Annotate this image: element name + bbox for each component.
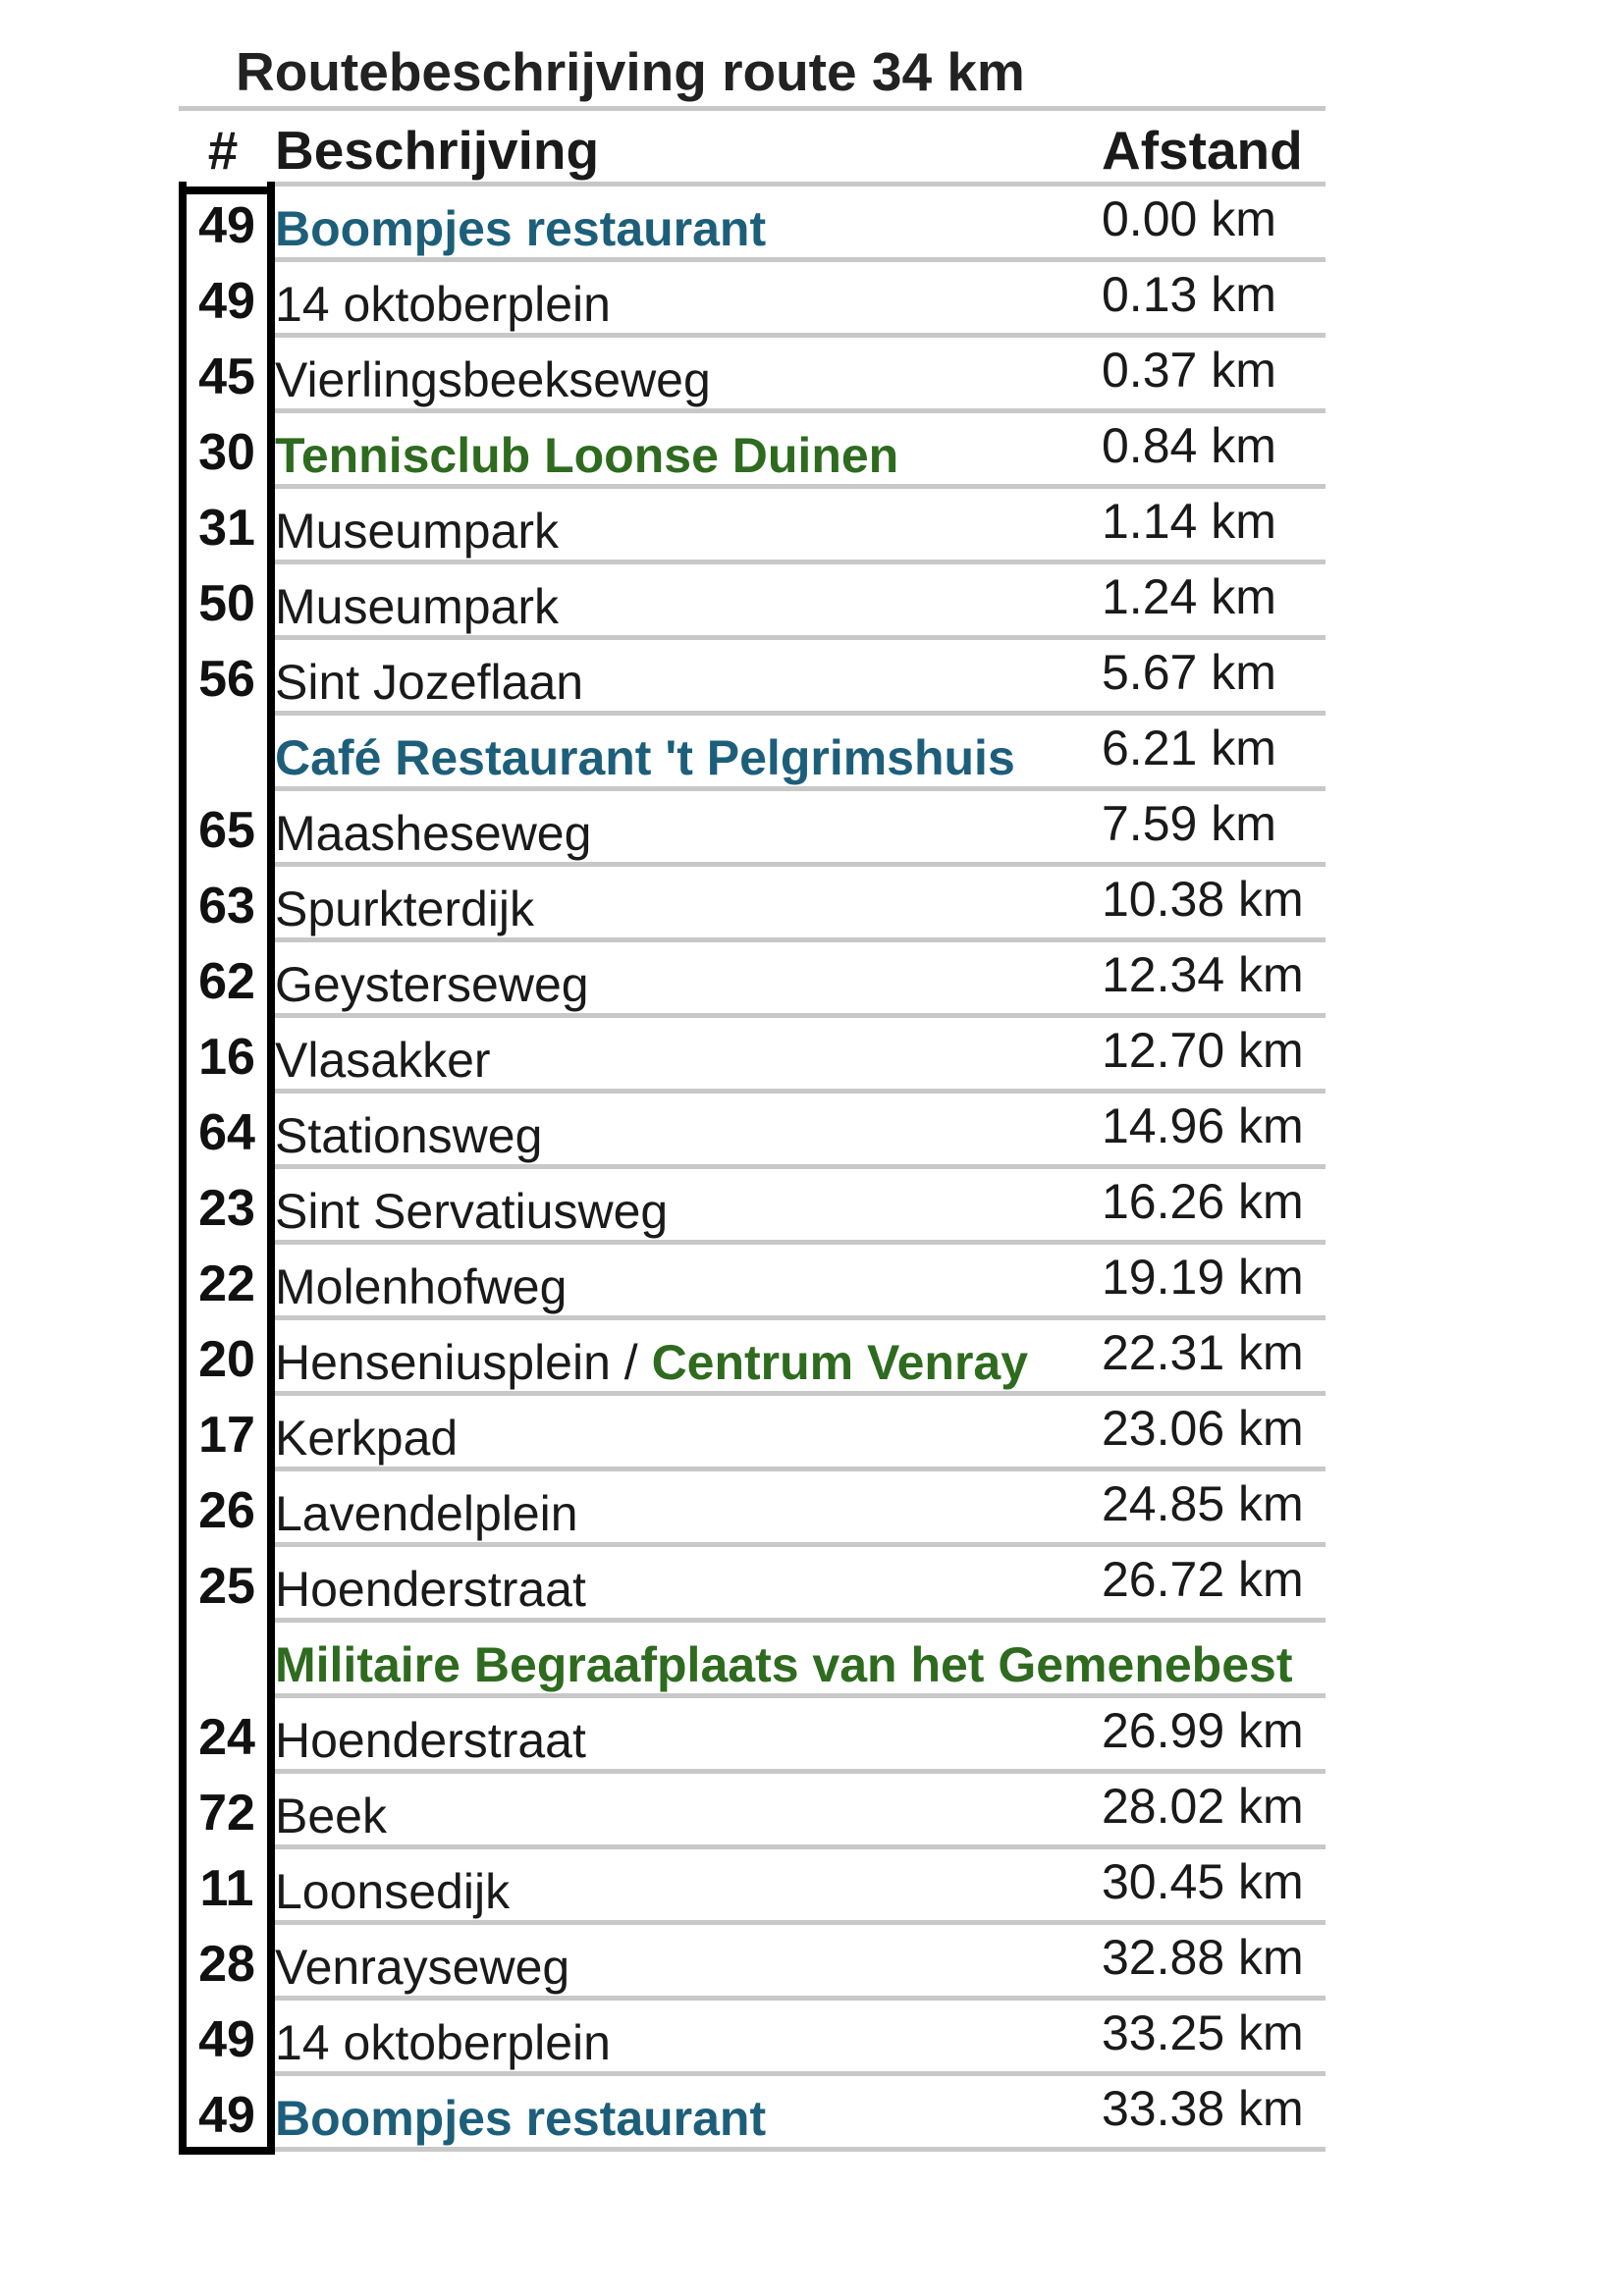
table-row (179, 791, 1326, 867)
number-column-top-border (179, 187, 275, 194)
route-description (275, 1095, 542, 1176)
distance-value: 26.72 km (1102, 1552, 1304, 1607)
header-distance: Afstand (1102, 120, 1303, 181)
distance-value: 12.70 km (1102, 1023, 1304, 1078)
route-description (275, 1398, 458, 1478)
route-description (275, 491, 559, 571)
street-name: Hoenderstraat (275, 1562, 586, 1617)
waypoint-number-box (179, 862, 275, 942)
distance-value: 22.31 km (1102, 1325, 1304, 1380)
waypoint-number: 49 (198, 2087, 255, 2144)
waypoint-number: 28 (198, 1936, 255, 1993)
distance-value: 7.59 km (1102, 796, 1276, 851)
route-description (275, 566, 559, 647)
point-of-interest: Boompjes restaurant (275, 201, 767, 256)
distance-value: 0.13 km (1102, 267, 1276, 322)
header-description: Beschrijving (275, 120, 600, 181)
waypoint-number: 45 (198, 348, 255, 405)
table-row (179, 1774, 1326, 1849)
waypoint-number: 30 (198, 424, 255, 481)
waypoint-number-box (179, 1391, 275, 1471)
table-body (179, 187, 1326, 2152)
waypoint-number: 49 (198, 273, 255, 330)
distance-value: 6.21 km (1102, 721, 1276, 775)
waypoint-number-box (179, 937, 275, 1018)
waypoint-number: 26 (198, 1482, 255, 1539)
distance-value: 14.96 km (1102, 1098, 1304, 1153)
waypoint-number-box (179, 1013, 275, 1094)
point-of-interest: Boompjes restaurant (275, 2091, 767, 2146)
route-description (275, 1247, 567, 1327)
waypoint-number: 24 (198, 1709, 255, 1766)
street-name: Museumpark (275, 579, 559, 634)
waypoint-number: 49 (198, 2011, 255, 2068)
waypoint-number-box (179, 560, 275, 640)
route-description (275, 1171, 668, 1252)
street-name: Henseniusplein / (275, 1335, 652, 1390)
waypoint-number-box (179, 635, 275, 716)
street-name: Loonsedijk (275, 1864, 511, 1919)
distance-value: 26.99 km (1102, 1703, 1304, 1758)
waypoint-number-box (179, 333, 275, 413)
street-name: Venrayseweg (275, 1940, 570, 1995)
table-row (179, 2001, 1326, 2076)
route-description (275, 1851, 510, 1932)
waypoint-number: 17 (198, 1407, 255, 1464)
waypoint-number: 16 (198, 1029, 255, 1086)
waypoint-number: 64 (198, 1104, 255, 1161)
route-description (275, 264, 611, 345)
point-of-interest: Militaire Begraafplaats van het Gemenebest (275, 1637, 1293, 1692)
distance-value: 0.84 km (1102, 418, 1276, 473)
waypoint-number: 49 (198, 197, 255, 254)
table-row (179, 2076, 1326, 2152)
point-of-interest: Café Restaurant 't Pelgrimshuis (275, 730, 1015, 785)
waypoint-number-box (179, 1089, 275, 1169)
street-name: Geysterseweg (275, 957, 589, 1012)
waypoint-number-box (179, 1769, 275, 1849)
street-name: Sint Jozeflaan (275, 655, 584, 710)
table-row (179, 1245, 1326, 1320)
waypoint-number-box (179, 1164, 275, 1245)
route-description (275, 188, 766, 269)
street-name: Vlasakker (275, 1033, 491, 1088)
waypoint-number-box (179, 2071, 275, 2152)
street-name: Maasheseweg (275, 806, 592, 861)
table-row (179, 1849, 1326, 1925)
point-of-interest: Tennisclub Loonse Duinen (275, 428, 899, 483)
route-description (275, 1700, 586, 1781)
route-description (275, 1473, 578, 1554)
street-name: Molenhofweg (275, 1259, 568, 1314)
table-row (179, 867, 1326, 942)
waypoint-number: 23 (198, 1180, 255, 1237)
street-name: Lavendelplein (275, 1486, 578, 1541)
table-row (179, 1094, 1326, 1169)
waypoint-number: 25 (198, 1558, 255, 1615)
waypoint-number: 31 (198, 500, 255, 557)
distance-value: 1.24 km (1102, 569, 1276, 624)
waypoint-number: 56 (198, 651, 255, 708)
table-row (179, 942, 1326, 1018)
waypoint-number: 63 (198, 878, 255, 934)
route-description (275, 793, 591, 874)
route-description (275, 869, 534, 949)
waypoint-number-box (179, 408, 275, 489)
table-row (179, 338, 1326, 413)
waypoint-number-box (179, 1618, 275, 1698)
street-name: Stationsweg (275, 1108, 543, 1163)
distance-value: 33.38 km (1102, 2081, 1304, 2136)
table-row (179, 1547, 1326, 1623)
distance-value: 32.88 km (1102, 1930, 1304, 1985)
waypoint-number: 62 (198, 953, 255, 1010)
table-row (179, 1698, 1326, 1774)
waypoint-number-box (179, 1996, 275, 2076)
waypoint-number: 72 (198, 1785, 255, 1842)
table-row (179, 187, 1326, 262)
street-name: Sint Servatiusweg (275, 1184, 669, 1239)
table-row (179, 640, 1326, 716)
table-row (179, 1169, 1326, 1245)
route-description (275, 1625, 1292, 1705)
distance-value: 19.19 km (1102, 1250, 1304, 1305)
distance-value: 5.67 km (1102, 645, 1276, 700)
route-description (275, 1776, 387, 1856)
waypoint-number-box (179, 786, 275, 867)
route-description (275, 1549, 586, 1629)
waypoint-number-box (179, 257, 275, 338)
waypoint-number-box (179, 711, 275, 791)
distance-value: 23.06 km (1102, 1401, 1304, 1456)
route-description (275, 415, 898, 496)
street-name: Hoenderstraat (275, 1713, 586, 1768)
table-row (179, 716, 1326, 791)
table-row (179, 1396, 1326, 1471)
route-description (275, 340, 711, 420)
waypoint-number-box (179, 1240, 275, 1320)
distance-value: 1.14 km (1102, 494, 1276, 549)
point-of-interest: Centrum Venray (651, 1335, 1029, 1390)
street-name: Spurkterdijk (275, 881, 534, 936)
table-header (179, 111, 1326, 187)
waypoint-number-box (179, 1693, 275, 1774)
distance-value: 30.45 km (1102, 1854, 1304, 1909)
table-row (179, 489, 1326, 564)
street-name: Museumpark (275, 504, 559, 559)
table-row (179, 564, 1326, 640)
number-column-bottom-border (179, 2147, 275, 2155)
route-description (275, 1322, 1028, 1403)
route-description (275, 642, 583, 722)
route-description (275, 2002, 611, 2083)
route-table (179, 106, 1326, 2152)
waypoint-number: 50 (198, 575, 255, 632)
distance-value: 16.26 km (1102, 1174, 1304, 1229)
distance-value: 10.38 km (1102, 872, 1304, 927)
waypoint-number: 11 (199, 1860, 254, 1917)
table-row (179, 1623, 1326, 1698)
route-description (275, 718, 1015, 798)
table-row (179, 262, 1326, 338)
waypoint-number-box (179, 484, 275, 564)
waypoint-number-box (179, 1844, 275, 1925)
table-row (179, 1320, 1326, 1396)
waypoint-number: 20 (198, 1331, 255, 1388)
table-row (179, 1018, 1326, 1094)
distance-value: 28.02 km (1102, 1779, 1304, 1834)
route-description (275, 944, 589, 1025)
table-row (179, 1925, 1326, 2001)
distance-value: 0.00 km (1102, 191, 1276, 246)
table-row (179, 1471, 1326, 1547)
street-name: Vierlingsbeekseweg (275, 352, 711, 407)
waypoint-number-box (179, 1315, 275, 1396)
waypoint-number-box (179, 1467, 275, 1547)
waypoint-number: 65 (198, 802, 255, 859)
distance-value: 12.34 km (1102, 947, 1304, 1002)
table-row (179, 413, 1326, 489)
header-number: # (207, 120, 239, 181)
distance-value: 24.85 km (1102, 1476, 1304, 1531)
page-title: Routebeschrijving route 34 km (236, 41, 1025, 102)
waypoint-number: 22 (198, 1255, 255, 1312)
route-description (275, 1020, 491, 1100)
distance-value: 0.37 km (1102, 343, 1276, 398)
waypoint-number-box (179, 1542, 275, 1623)
route-description (275, 1927, 569, 2007)
street-name: Kerkpad (275, 1411, 459, 1466)
waypoint-number-box (179, 1920, 275, 2001)
street-name: 14 oktoberplein (275, 277, 611, 332)
distance-value: 33.25 km (1102, 2005, 1304, 2060)
street-name: 14 oktoberplein (275, 2015, 611, 2070)
route-description (275, 2078, 766, 2159)
street-name: Beek (275, 1789, 387, 1843)
